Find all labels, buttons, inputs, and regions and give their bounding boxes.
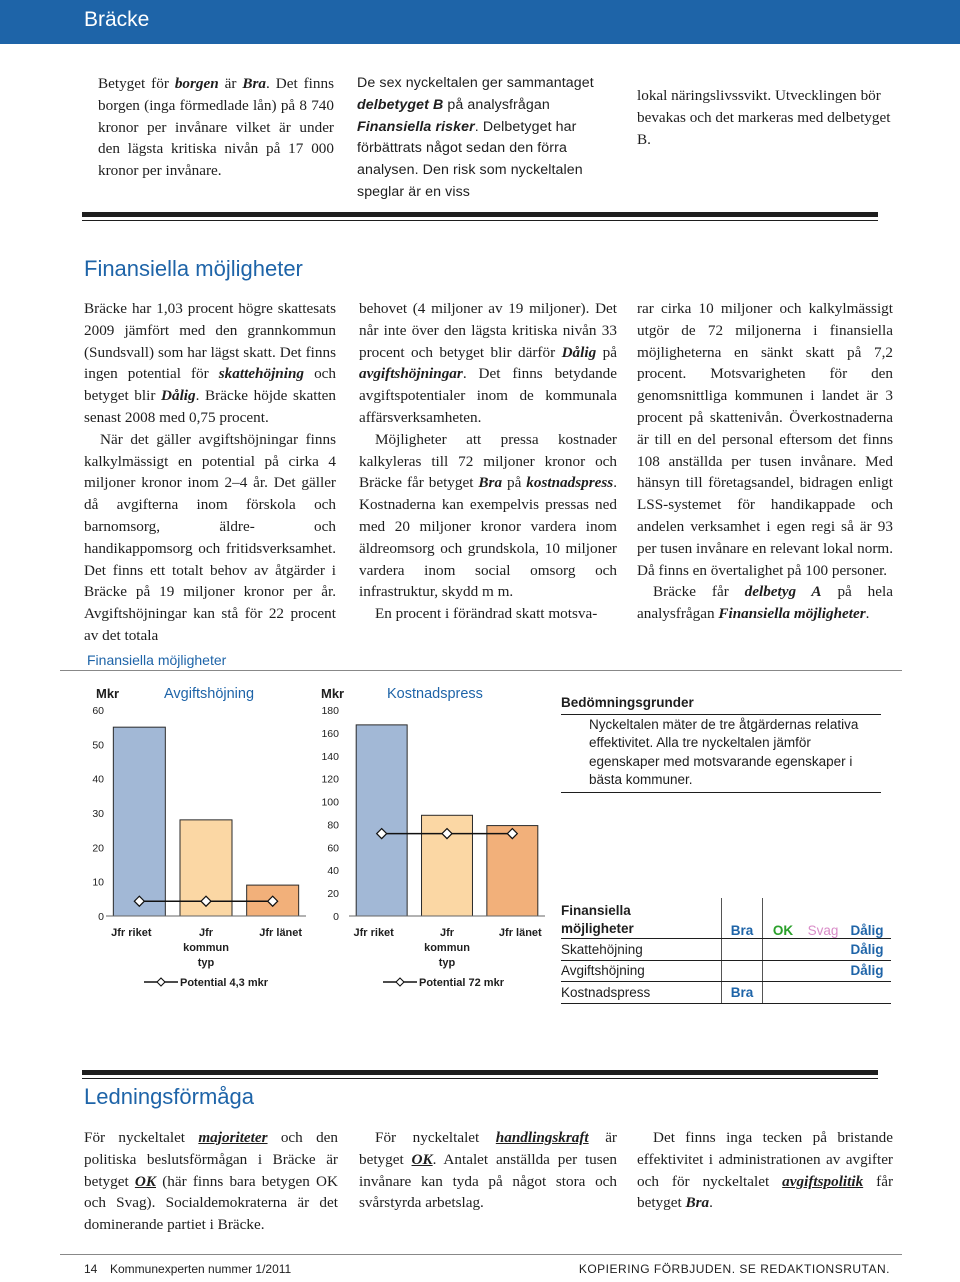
- y-tick-label: 140: [321, 750, 339, 763]
- page-number: 14: [84, 1262, 98, 1276]
- paragraph: Det finns inga tecken på bristande effektivitet i administrationen av avgifter och för nyckeltalet avgiftspolitik får betyget Bra.: [637, 1129, 893, 1212]
- paragraph: En procent i förändrad skatt motsva-: [375, 605, 598, 623]
- copyright-notice: KOPIERING FÖRBJUDEN. SE REDAKTIONSRUTAN.: [578, 1262, 890, 1276]
- category-label: Jfr länet: [259, 927, 303, 939]
- emphasis: delbetyg A: [744, 583, 822, 601]
- chart-y-axis-label: Mkr: [96, 686, 120, 701]
- assessment-criteria-title: Bedömningsgrunder: [561, 694, 881, 715]
- emphasis: avgiftshöjningar: [359, 365, 463, 383]
- y-tick-label: 20: [327, 888, 339, 901]
- section-divider-thin: [82, 1078, 878, 1079]
- category-label: typ: [197, 957, 215, 969]
- emphasis: skattehöjning: [218, 365, 305, 383]
- section-divider-thin: [82, 220, 878, 221]
- figure-title: Finansiella möjligheter: [87, 652, 227, 668]
- emphasis: kostnadspress: [526, 474, 614, 492]
- chart-kostnadspress: [305, 680, 555, 1020]
- assessment-criteria: [561, 694, 881, 793]
- y-tick-label: 0: [333, 911, 339, 923]
- chart-title: Avgiftshöjning: [164, 686, 255, 702]
- bar-1: [113, 727, 165, 916]
- rating-cell-svag: [803, 939, 843, 961]
- emphasis: Bra: [685, 1194, 710, 1212]
- legend-marker: [157, 978, 165, 986]
- s1-col-1: [84, 298, 336, 647]
- rating-title-line-1: Finansiella: [561, 903, 631, 918]
- rating-row-kostnadspress: [561, 982, 891, 1004]
- intro-col-1: [98, 73, 334, 182]
- category-label: kommun: [183, 942, 229, 954]
- rating-row-name: Skattehöjning: [561, 939, 722, 961]
- emphasis: borgen: [174, 75, 219, 92]
- y-tick-label: 100: [321, 796, 339, 809]
- bar-1: [356, 725, 407, 916]
- y-tick-label: 20: [92, 842, 104, 855]
- rating-col-svag: Svag: [803, 898, 843, 939]
- paragraph: Möjligheter att pressa kostnader kalkyleras till 72 miljoner kronor och Bräcke får betyget Bra på kostnadspress. Kostnaderna kan exempelvis pressas ned med 20 miljoner kronor vardera inom äldreomsorg och grundskola, 10 miljoner vardera inom social omsorg och infrastruktur, skydd m m.: [359, 430, 618, 601]
- rating-cell-bra: Bra: [722, 982, 763, 1004]
- paragraph: För nyckeltalet majoriteter och den politiska beslutsförmågan i Bräcke är betyget OK (här finns bara betygen OK och Svag). Socialdemokraterna är det dominerande partiet i Bräcke.: [84, 1129, 338, 1234]
- rating-cell-dalig: [843, 982, 891, 1004]
- intro-col-2: [357, 73, 617, 204]
- paragraph: Bräcke får delbetyg A på hela analysfrågan Finansiella möjligheter.: [637, 583, 893, 623]
- rating-cell-bra: [722, 939, 763, 961]
- y-tick-label: 10: [92, 876, 104, 889]
- rating-row-skattehojning: [561, 939, 891, 961]
- rating-cell-ok: [763, 982, 804, 1004]
- legend-label: Potential 4,3 mkr: [180, 977, 269, 989]
- y-tick-label: 50: [92, 739, 104, 752]
- emphasis: Bra: [242, 75, 267, 92]
- rating-table-title: [561, 898, 722, 939]
- rating-col-dalig: Dålig: [843, 898, 891, 939]
- page-header-title: Bräcke: [84, 8, 150, 31]
- footer-rule: [60, 1254, 902, 1255]
- rating-cell-svag: [803, 960, 843, 982]
- paragraph: De sex nyckeltalen ger sammantaget delbetyget B på analysfrågan Finansiella risker. Delbetyget har förbättrats något sedan den förra analysen. Den risk som nyckeltalen speglar är en viss: [357, 75, 594, 200]
- rating-title-line-2: möjligheter: [561, 921, 634, 936]
- s2-col-2: [359, 1127, 617, 1214]
- emphasis: Dålig: [161, 387, 196, 405]
- y-tick-label: 180: [321, 705, 339, 717]
- rating-table: [561, 898, 891, 1004]
- emphasis: Finansiella möjligheter: [718, 605, 866, 623]
- paragraph: För nyckeltalet handlingskraft är betyget OK. Antalet anställda per tusen invånare kan tyda på något stora och svårstyrda arbetslag.: [359, 1129, 618, 1212]
- s2-col-3: [637, 1127, 893, 1214]
- chart-title: Kostnadspress: [387, 686, 483, 702]
- rating-cell-ok: [763, 939, 804, 961]
- category-label: Jfr riket: [353, 927, 394, 939]
- section-divider: [82, 212, 878, 217]
- y-tick-label: 40: [92, 773, 104, 786]
- paragraph: När det gäller avgiftshöjningar finns kalkylmässigt en potential på cirka 4 miljoner kronor inom 2–4 år. Det gäller då avgifterna inom förskola och barnomsorg, äldre- och handikappomsorg och fritidsverksamhet. Det finns ett totalt behov av åtgärder i Bräcke på 19 miljoner kronor per år. Avgiftshöjningar kan stå för 22 procent av det totala: [84, 430, 336, 644]
- emphasis: avgiftspolitik: [782, 1172, 864, 1190]
- legend-marker: [396, 978, 404, 986]
- chart-y-axis-label: Mkr: [321, 686, 345, 701]
- rating-cell-dalig: Dålig: [843, 960, 891, 982]
- section-heading-ledningsformaga: Ledningsförmåga: [84, 1084, 255, 1109]
- rating-row-avgiftshojning: [561, 960, 891, 982]
- emphasis: Bra: [478, 474, 503, 492]
- emphasis: handlingskraft: [495, 1129, 589, 1146]
- rating-row-name: Kostnadspress: [561, 982, 722, 1004]
- rating-table-header: [561, 898, 891, 939]
- paragraph: Betyget för borgen är Bra. Det finns borgen (inga förmedlade lån) på 8 740 kronor per invånare vilket är under den lägsta kritiska nivån på 17 000 kronor per invånare.: [98, 75, 334, 180]
- y-tick-label: 30: [92, 808, 104, 820]
- s2-col-1: [84, 1127, 338, 1236]
- category-label: Jfr: [198, 927, 214, 939]
- emphasis: majoriteter: [198, 1129, 268, 1146]
- y-tick-label: 160: [321, 727, 339, 740]
- intro-col-3: [637, 85, 893, 150]
- emphasis: Dålig: [561, 343, 597, 361]
- legend-label: Potential 72 mkr: [419, 977, 504, 989]
- paragraph: lokal näringslivssvikt. Utvecklingen bör bevakas och det markeras med delbetyget B.: [637, 87, 891, 148]
- y-tick-label: 80: [327, 819, 339, 832]
- y-tick-label: 0: [98, 911, 104, 923]
- rating-cell-dalig: Dålig: [843, 939, 891, 961]
- emphasis: Finansiella risker: [357, 118, 475, 135]
- rating-cell-bra: [722, 960, 763, 982]
- section-divider: [82, 1070, 878, 1075]
- rating-cell-svag: [803, 982, 843, 1004]
- rating-cell-ok: [763, 960, 804, 982]
- emphasis: OK: [411, 1150, 433, 1168]
- assessment-criteria-text: Nyckeltalen mäter de tre åtgärdernas relativa effektivitet. Alla tre nyckeltalen jämför egenskaper med motsvarande egenskaper i bästa kommuner.: [561, 716, 881, 793]
- emphasis: OK: [134, 1172, 157, 1190]
- paragraph: Bräcke har 1,03 procent högre skattesats 2009 jämfört med den grannkommun (Sundsvall) som har lägst skatt. Det finns ingen potential för skattehöjning och betyget blir Dålig. Bräcke höjde skatten senast 2008 med 0,75 procent.: [84, 300, 337, 426]
- paragraph: behovet (4 miljoner av 19 miljoner). Det når inte över den lägsta kritiska nivån 33 procent och betyget blir därför Dålig på avgiftshöjningar. Det finns betydande avgiftspotentialer inom de kommunala affärsverksamheten.: [359, 300, 617, 426]
- y-tick-label: 60: [327, 842, 339, 855]
- chart-avgiftshojning: [60, 680, 310, 1020]
- s1-col-3: [637, 298, 893, 625]
- category-label: kommun: [424, 942, 470, 954]
- publication-name: Kommunexperten nummer 1/2011: [110, 1262, 292, 1276]
- rating-col-bra: Bra: [722, 898, 763, 939]
- y-tick-label: 60: [92, 705, 104, 717]
- y-tick-label: 40: [327, 865, 339, 878]
- section-heading-finansiella-mojligheter: Finansiella möjligheter: [84, 256, 303, 281]
- rating-row-name: Avgiftshöjning: [561, 960, 722, 982]
- figure-frame-line: [60, 670, 902, 671]
- paragraph: rar cirka 10 miljoner och kalkylmässigt utgör de 72 miljonerna i finansiella möjligheterna en sänkt skatt på 7,2 procent. Motsvarigheten för den genomsnittliga kommunen i landet är 3 procent på skattenivån. Överkostnaderna är till en del personal eftersom det finns 108 anställda per tusen invånare. Med hänsyn till företagsandel, bidragen enligt LSS-systemet för handikappade och andelen verksamhet i egen regi så är 93 per tusen invånare en relevant lokal norm. Då finns en övertalighet på 100 personer.: [637, 300, 893, 579]
- category-label: typ: [438, 957, 456, 969]
- category-label: Jfr riket: [111, 927, 152, 939]
- y-tick-label: 120: [321, 773, 339, 786]
- category-label: Jfr: [439, 927, 455, 939]
- rating-col-ok: OK: [763, 898, 804, 939]
- emphasis: delbetyget B: [357, 96, 444, 113]
- category-label: Jfr länet: [498, 927, 542, 939]
- s1-col-2: [359, 298, 617, 625]
